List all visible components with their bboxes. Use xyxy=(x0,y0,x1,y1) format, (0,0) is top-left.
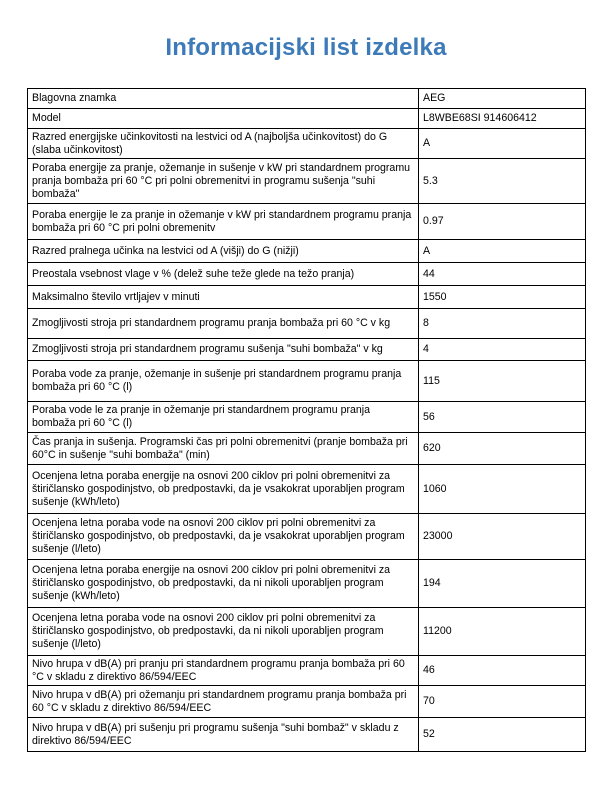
table-row xyxy=(28,433,586,465)
table-row xyxy=(28,109,586,129)
row-value: 11200 xyxy=(419,608,586,656)
row-label: Poraba vode za pranje, ožemanje in sušenje pri standardnem programu pranja bombaža pri 60 °C (l) xyxy=(28,361,419,402)
table-row xyxy=(28,361,586,402)
table-row xyxy=(28,309,586,339)
table-row xyxy=(28,465,586,514)
product-info-table xyxy=(27,88,586,752)
row-value: 23000 xyxy=(419,514,586,560)
table-row xyxy=(28,686,586,718)
row-value: 46 xyxy=(419,656,586,686)
row-value: A xyxy=(419,129,586,159)
row-label: Ocenjena letna poraba energije na osnovi 200 ciklov pri polni obremenitvi za štiričlansko gospodinjstvo, ob predpostavki, da ni nikoli uporabljen program sušenje (kWh/leto) xyxy=(28,560,419,608)
table-row xyxy=(28,339,586,361)
row-label: Poraba vode le za pranje in ožemanje pri standardnem programu pranja bombaža pri 60 °C (l) xyxy=(28,402,419,433)
table-row xyxy=(28,514,586,560)
table-row xyxy=(28,608,586,656)
row-label: Zmogljivosti stroja pri standardnem programu pranja bombaža pri 60 °C v kg xyxy=(28,309,419,339)
row-value: 5.3 xyxy=(419,159,586,204)
row-label: Razred pralnega učinka na lestvici od A (višji) do G (nižji) xyxy=(28,240,419,263)
row-value: 0.97 xyxy=(419,204,586,240)
table-row xyxy=(28,263,586,286)
row-value: 52 xyxy=(419,718,586,752)
row-label: Preostala vsebnost vlage v % (delež suhe teže glede na težo pranja) xyxy=(28,263,419,286)
row-label: Nivo hrupa v dB(A) pri ožemanju pri standardnem programu pranja bombaža pri 60 °C v skladu z direktivo 86/594/EEC xyxy=(28,686,419,718)
table-row xyxy=(28,89,586,109)
table-row xyxy=(28,286,586,309)
row-label: Nivo hrupa v dB(A) pri pranju pri standardnem programu pranja bombaža pri 60 °C v skladu z direktivo 86/594/EEC xyxy=(28,656,419,686)
table-row xyxy=(28,656,586,686)
table-row xyxy=(28,204,586,240)
row-value: 4 xyxy=(419,339,586,361)
row-value: 44 xyxy=(419,263,586,286)
table-row xyxy=(28,402,586,433)
product-info-table-body xyxy=(28,89,586,752)
row-value: 70 xyxy=(419,686,586,718)
table-row xyxy=(28,240,586,263)
row-value: 1550 xyxy=(419,286,586,309)
row-value: A xyxy=(419,240,586,263)
row-value: AEG xyxy=(419,89,586,109)
row-value: 8 xyxy=(419,309,586,339)
row-label: Model xyxy=(28,109,419,129)
row-label: Blagovna znamka xyxy=(28,89,419,109)
table-row xyxy=(28,718,586,752)
table-row xyxy=(28,129,586,159)
row-label: Zmogljivosti stroja pri standardnem programu sušenja "suhi bombaža" v kg xyxy=(28,339,419,361)
page-title: Informacijski list izdelka xyxy=(165,34,447,61)
row-value: 620 xyxy=(419,433,586,465)
row-label: Nivo hrupa v dB(A) pri sušenju pri programu sušenja "suhi bombaž" v skladu z direktivo 86/594/EEC xyxy=(28,718,419,752)
row-value: 56 xyxy=(419,402,586,433)
row-label: Ocenjena letna poraba energije na osnovi 200 ciklov pri polni obremenitvi za štiričlansko gospodinjstvo, ob predpostavki, da je vsakokrat uporabljen program sušenje (kWh/leto) xyxy=(28,465,419,514)
row-label: Ocenjena letna poraba vode na osnovi 200 ciklov pri polni obremenitvi za štiričlansko gospodinjstvo, ob predpostavki, da je vsakokrat uporabljen program sušenje (l/leto) xyxy=(28,514,419,560)
row-value: L8WBE68SI 914606412 xyxy=(419,109,586,129)
row-label: Poraba energije za pranje, ožemanje in sušenje v kW pri standardnem programu pranja bombaža pri 60 °C pri polni obremenitvi in programu sušenja "suhi bombaža" xyxy=(28,159,419,204)
row-label: Čas pranja in sušenja. Programski čas pri polni obremenitvi (pranje bombaža pri 60°C in sušenje "suhi bombaža" (min) xyxy=(28,433,419,465)
table-row xyxy=(28,159,586,204)
row-value: 1060 xyxy=(419,465,586,514)
row-label: Poraba energije le za pranje in ožemanje v kW pri standardnem programu pranja bombaža pri 60 °C pri polni obremenitv xyxy=(28,204,419,240)
row-label: Maksimalno število vrtljajev v minuti xyxy=(28,286,419,309)
row-label: Razred energijske učinkovitosti na lestvici od A (najboljša učinkovitost) do G (slaba učinkovitost) xyxy=(28,129,419,159)
row-label: Ocenjena letna poraba vode na osnovi 200 ciklov pri polni obremenitvi za štiričlansko gospodinjstvo, ob predpostavki, da ni nikoli uporabljen program sušenje (l/leto) xyxy=(28,608,419,656)
row-value: 194 xyxy=(419,560,586,608)
table-row xyxy=(28,560,586,608)
row-value: 115 xyxy=(419,361,586,402)
